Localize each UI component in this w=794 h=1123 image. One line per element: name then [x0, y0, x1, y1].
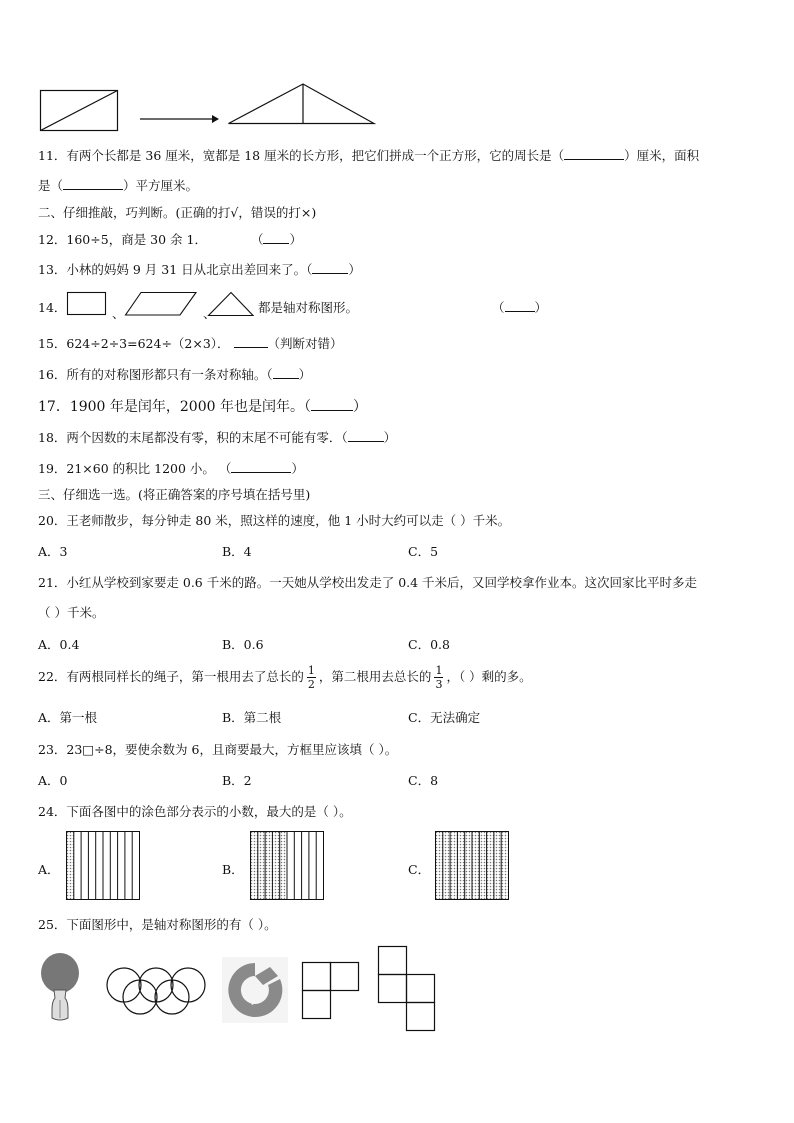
q14-open-paren: （	[492, 300, 505, 315]
triangle-shape	[208, 292, 254, 317]
q15-suffix: （判断对错）	[267, 336, 343, 351]
arrow-icon	[140, 114, 220, 124]
q22-text-pre: 22．有两根同样长的绳子，第一根用去了总长的	[38, 669, 304, 684]
bank-logo-icon[interactable]	[222, 957, 288, 1023]
q11-blank-area[interactable]	[63, 179, 123, 190]
q14-separator-2: 、	[203, 306, 216, 321]
question-19	[38, 459, 304, 477]
q22-option-a[interactable]: A．第一根	[38, 710, 98, 725]
q19-text: 19．21×60 的积比 1200 小。 （	[38, 461, 232, 476]
q15-blank[interactable]	[234, 337, 268, 348]
q11-text-line2-post: ）平方厘米。	[123, 178, 199, 193]
q17-text: 17．1900 年是闰年，2000 年也是闰年。（	[38, 399, 311, 415]
decimal-grid-b[interactable]	[250, 831, 326, 901]
q22-text-mid: ，第二根用去总长的	[318, 669, 432, 684]
q13-close-paren: ）	[348, 262, 361, 277]
q22-text-post: ，（ ）剩的多。	[446, 669, 532, 684]
q23-option-c[interactable]: C．8	[408, 773, 439, 788]
q12-text: 12．160÷5，商是 30 余 1．	[38, 232, 207, 247]
section-2-title: 二、仔细推敲，巧判断。(正确的打√，错误的打×)	[38, 205, 317, 220]
q14-text: 都是轴对称图形。	[258, 300, 359, 315]
rectangle-shape	[67, 292, 107, 316]
q24-option-b[interactable]: B．	[222, 862, 244, 877]
question-25: 25．下面图形中，是轴对称图形的有（ ）。	[38, 917, 277, 932]
q22-option-c[interactable]: C．无法确定	[408, 710, 481, 725]
q17-blank[interactable]	[311, 400, 353, 411]
q11-text-line1: 11．有两个长都是 36 厘米，宽都是 18 厘米的长方形，把它们拼成一个正方形，它的周长是（	[38, 148, 565, 163]
question-24: 24．下面各图中的涂色部分表示的小数，最大的是（ ）。	[38, 804, 352, 819]
question-11-line1	[38, 146, 699, 164]
q13-blank[interactable]	[312, 263, 348, 274]
q24-option-a[interactable]: A．	[38, 862, 60, 877]
q13-text: 13．小林的妈妈 9 月 31 日从北京出差回来了。（	[38, 262, 313, 277]
q22-f1-numerator: 1	[307, 664, 315, 677]
q14-close-paren: ）	[534, 300, 548, 315]
olympic-rings-icon[interactable]	[104, 966, 210, 1014]
rectangle-diagonal-figure	[40, 90, 120, 132]
q23-option-b[interactable]: B．2	[222, 773, 252, 788]
question-21-line1: 21．小红从学校到家要走 0.6 千米的路。一天她从学校出发走了 0.4 千米后，又回学校拿作业本。这次回家比平时多走	[38, 575, 698, 590]
q19-close-paren: ）	[291, 461, 304, 476]
squares-zigzag-figure[interactable]	[378, 946, 440, 1034]
q18-blank[interactable]	[348, 431, 384, 442]
q11-text-line2-pre: 是（	[38, 178, 64, 193]
q14-separator-1: 、	[112, 306, 125, 321]
q18-text: 18．两个因数的末尾都没有零，积的末尾不可能有零．（	[38, 430, 348, 445]
q12-blank[interactable]	[263, 233, 289, 244]
q23-option-a[interactable]: A．0	[38, 773, 68, 788]
q14-answer	[492, 298, 547, 316]
q12-open-paren: （	[250, 232, 264, 247]
section-3-title: 三、仔细选一选。(将正确答案的序号填在括号里)	[38, 487, 311, 502]
ping-pong-paddle-icon[interactable]	[40, 952, 82, 1024]
question-13	[38, 260, 361, 278]
q22-f2-numerator: 1	[435, 664, 443, 677]
q11-blank-perimeter[interactable]	[564, 149, 624, 160]
q20-option-b[interactable]: B．4	[222, 544, 252, 559]
question-17	[38, 396, 367, 416]
decimal-grid-a[interactable]	[66, 831, 142, 901]
question-18	[38, 428, 396, 446]
parallelogram-shape	[125, 292, 197, 316]
decimal-grid-c[interactable]	[435, 831, 511, 901]
fraction-one-third	[434, 665, 443, 690]
q11-text-mid: ）厘米，面积	[624, 148, 700, 163]
question-11-line2	[38, 176, 198, 194]
q20-option-a[interactable]: A．3	[38, 544, 68, 559]
question-23: 23．23□÷8，要使余数为 6，且商要最大，方框里应该填（ ）。	[38, 742, 398, 757]
q15-text: 15．624÷2÷3=624÷（2×3）．	[38, 336, 230, 351]
q16-text: 16．所有的对称图形都只有一条对称轴。（	[38, 367, 273, 382]
q14-blank[interactable]	[505, 301, 535, 312]
question-20: 20．王老师散步，每分钟走 80 米，照这样的速度，他 1 小时大约可以走（ ）千米。	[38, 513, 511, 528]
question-22	[38, 662, 532, 692]
q21-option-b[interactable]: B．0.6	[222, 637, 264, 652]
question-14-number: 14．	[38, 300, 67, 315]
q16-blank[interactable]	[273, 368, 299, 379]
squares-l-shape-figure[interactable]	[302, 962, 364, 1020]
triangle-figure	[228, 83, 376, 125]
q21-option-c[interactable]: C．0.8	[408, 637, 450, 652]
q22-option-b[interactable]: B．第二根	[222, 710, 282, 725]
question-15	[38, 334, 343, 352]
q22-f2-denominator: 3	[435, 678, 443, 691]
fraction-one-half	[307, 665, 316, 690]
question-16	[38, 365, 311, 383]
q21-option-a[interactable]: A．0.4	[38, 637, 80, 652]
question-12	[38, 230, 302, 248]
q19-blank[interactable]	[231, 462, 291, 473]
q17-close-paren: ）	[352, 399, 367, 415]
q20-option-c[interactable]: C．5	[408, 544, 439, 559]
q24-option-c[interactable]: C．	[408, 862, 431, 877]
question-21-line2: （ ）千米。	[38, 605, 105, 620]
q12-close-paren: ）	[289, 232, 302, 247]
q22-f1-denominator: 2	[307, 678, 315, 691]
q18-close-paren: ）	[383, 430, 397, 445]
q16-close-paren: ）	[298, 367, 312, 382]
